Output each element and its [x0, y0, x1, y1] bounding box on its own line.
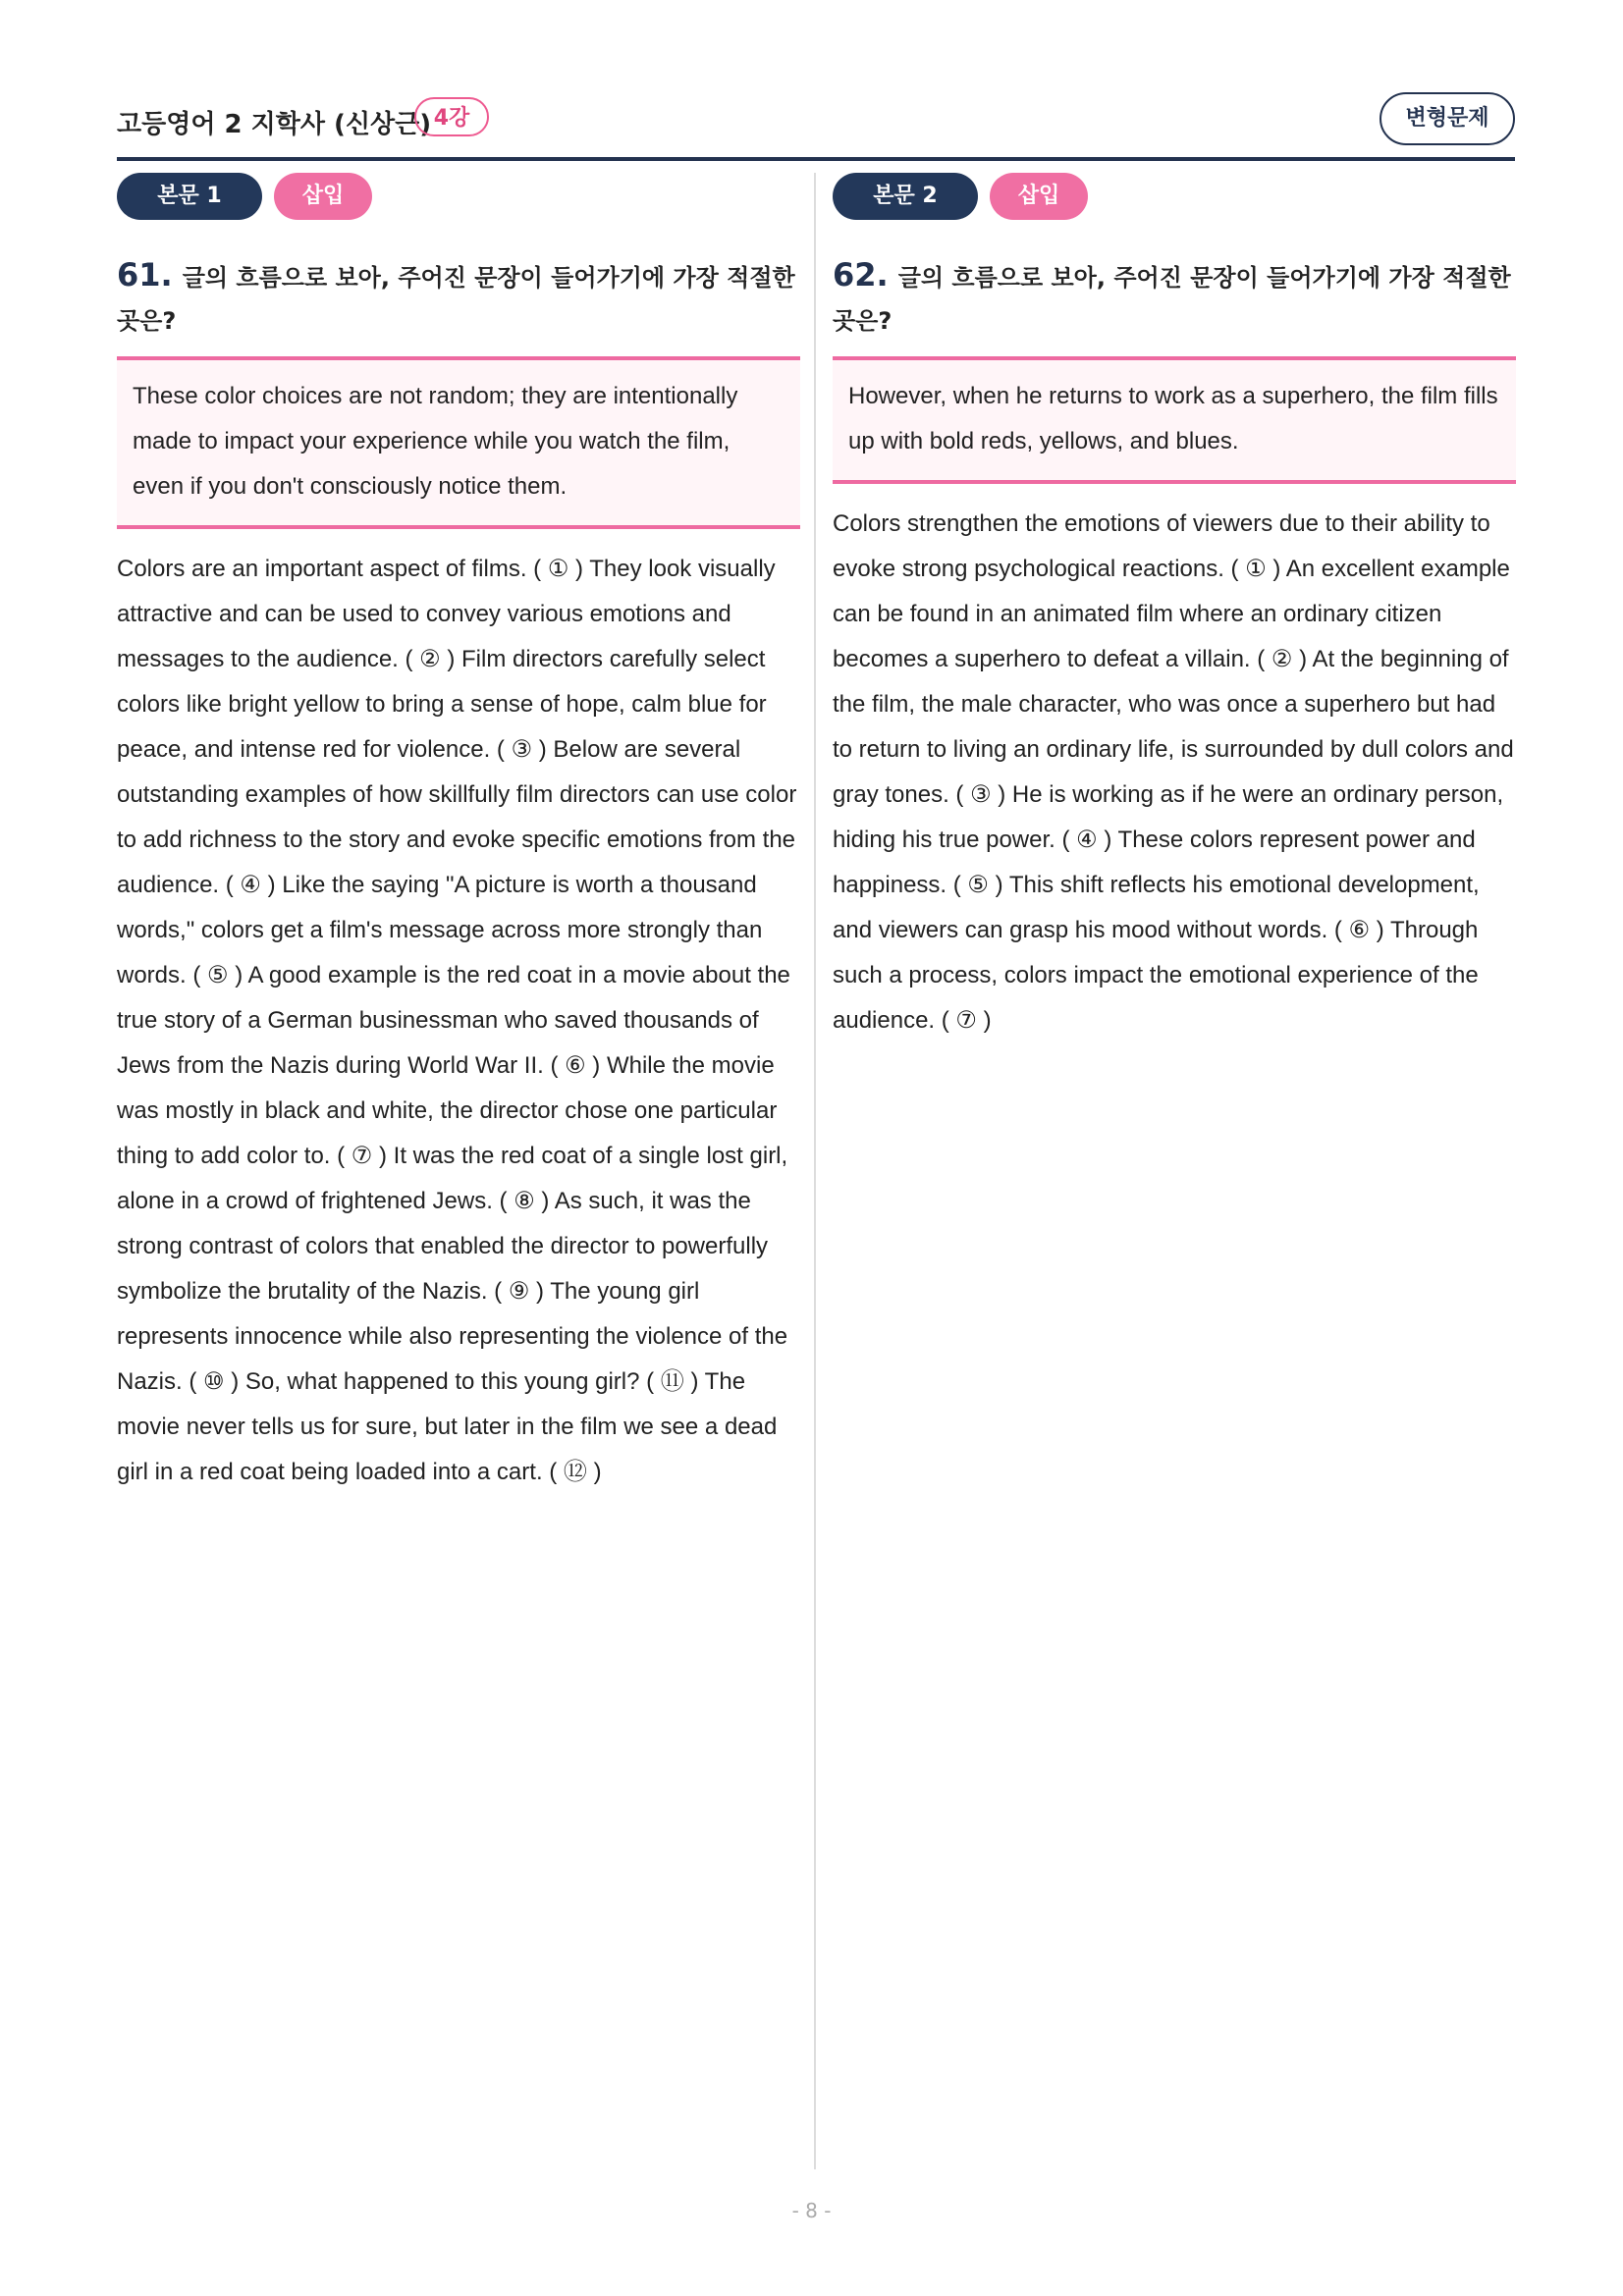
tag-row	[117, 173, 800, 222]
passage-text: Colors are an important aspect of films. ( ① ) They look visually attractive and can be used to convey various emotions and messages to the audience. ( ② ) Film directors carefully select colors like bright yellow to bring a sense of hope, calm blue for peace, and intense red for violence. ( ③ ) Below are several outstanding examples of how skillfully film directors can use color to add richness to the story and evoke specific emotions from the audience. ( ④ ) Like the saying "A picture is worth a thousand words," colors get a film's message across more strongly than words. ( ⑤ ) A good example is the red coat in a movie about the true story of a German businessman who saved thousands of Jews from the Nazis during World War II. ( ⑥ ) While the movie was mostly in black and white, the director chose one particular thing to add color to. ( ⑦ ) It was the red coat of a single lost girl, alone in a crowd of frightened Jews. ( ⑧ ) As such, it was the strong contrast of colors that enabled the director to powerfully symbolize the brutality of the Nazis. ( ⑨ ) The young girl represents innocence while also representing the violence of the Nazis. ( ⑩ ) So, what happened to this young girl? ( ⑪ ) The movie never tells us for sure, but later in the film we see a dead girl in a red coat being loaded into a cart. ( ⑫ )	[117, 556, 797, 1485]
question-number: 62.	[833, 256, 889, 294]
question-text: 글의 흐름으로 보아, 주어진 문장이 들어가기에 가장 적절한 곳은?	[117, 264, 795, 335]
question-number: 61.	[117, 256, 173, 294]
column-divider	[814, 173, 816, 2169]
page-header	[117, 94, 1515, 161]
insert-type-tag: 삽입	[274, 173, 372, 220]
problem-type-badge: 변형문제	[1380, 92, 1515, 145]
tag-row	[833, 173, 1516, 222]
question-61	[117, 253, 800, 343]
given-sentence-box: These color choices are not random; they are intentionally made to impact your experience while you watch the film, even if you don't consciously notice them.	[117, 356, 800, 529]
page-number: - 8 -	[791, 2199, 832, 2222]
left-column	[117, 173, 800, 1495]
lesson-badge: 4강	[414, 97, 489, 136]
passage-text: Colors strengthen the emotions of viewers due to their ability to evoke strong psychological reactions. ( ① ) An excellent example can be found in an animated film where an ordinary citizen becomes a superhero to defeat a villain. ( ② ) At the beginning of the film, the male character, who was once a superhero but had to return to living an ordinary life, is surrounded by dull colors and gray tones. ( ③ ) He is working as if he were an ordinary person, hiding his true power. ( ④ ) These colors represent power and happiness. ( ⑤ ) This shift reflects his emotional development, and viewers can grasp his mood without words. ( ⑥ ) Through such a process, colors impact the emotional experience of the audience. ( ⑦ )	[833, 510, 1514, 1034]
right-column	[833, 173, 1516, 1043]
question-62	[833, 253, 1516, 343]
given-sentence-box: However, when he returns to work as a superhero, the film fills up with bold reds, yellows, and blues.	[833, 356, 1516, 484]
book-title: 고등영어 2 지학사 (신상근)	[117, 110, 432, 139]
passage-tag: 본문 1	[117, 173, 262, 220]
passage-tag: 본문 2	[833, 173, 978, 220]
insert-type-tag: 삽입	[990, 173, 1088, 220]
question-text: 글의 흐름으로 보아, 주어진 문장이 들어가기에 가장 적절한 곳은?	[833, 264, 1511, 335]
